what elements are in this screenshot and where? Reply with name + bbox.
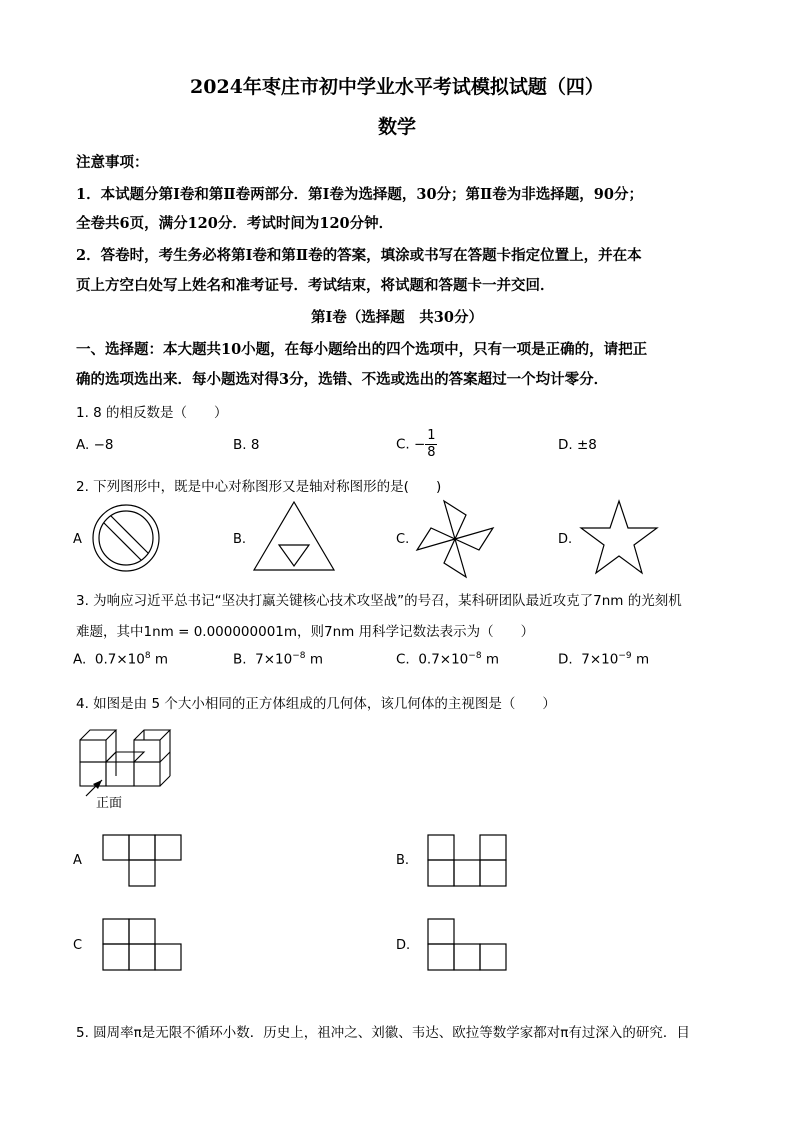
math-base: 7×10 (255, 651, 293, 668)
q4-label-c: C (73, 938, 83, 953)
section-instructions: 确的选项选出来．每小题选对得3分，选错、不选或选出的答案超过一个均计零分． (76, 371, 609, 388)
option-label: A. (73, 651, 87, 668)
unit: m (631, 651, 650, 668)
question-3-stem: 难题，其中1nm = 0.000000001m，则7nm 用科学记数法表示为（ ） (76, 624, 535, 640)
section-instructions: 一、选择题：本大题共10小题，在每小题给出的四个选项中，只有一项是正确的，请把正 (76, 341, 648, 358)
q1-option-a: A. −8 (76, 437, 114, 453)
numerator: 1 (427, 428, 436, 443)
unit: m (150, 651, 169, 668)
q3-option-a (73, 651, 168, 668)
front-view-option-c (102, 918, 182, 972)
q3-option-d (558, 651, 649, 668)
exponent: −8 (468, 651, 482, 661)
question-2-stem: 2. 下列图形中，既是中心对称图形又是轴对称图形的是( ) (76, 479, 442, 495)
option-label: B. (233, 651, 247, 668)
q2-label-a: A (73, 532, 82, 547)
q1-option-c-label: C. − (396, 436, 426, 453)
question-4-stem: 4. 如图是由 5 个大小相同的正方体组成的几何体，该几何体的主视图是（ ） (76, 696, 556, 712)
page-title: 2024年枣庄市初中学业水平考试模拟试题（四） (190, 76, 604, 98)
q3-option-b (233, 651, 323, 668)
q1-option-c (396, 428, 437, 461)
fraction (425, 428, 437, 461)
math-base: 0.7×10 (94, 651, 145, 668)
option-label: C. (396, 651, 410, 668)
math-base: 0.7×10 (418, 651, 469, 668)
option-label: D. (558, 651, 573, 668)
q2-label-d: D. (558, 532, 573, 547)
math-base: 7×10 (581, 651, 619, 668)
notes-line: 全卷共6页，满分120分．考试时间为120分钟． (76, 215, 394, 232)
triangle-figure (252, 500, 336, 572)
q4-label-d: D. (396, 938, 411, 953)
q4-label-b: B. (396, 853, 410, 868)
q4-label-a: A (73, 853, 82, 868)
part-heading: 第Ⅰ卷（选择题 共30分） (311, 309, 483, 326)
cube-solid-figure (78, 722, 178, 812)
front-view-label: 正面 (96, 796, 123, 811)
pinwheel-figure (414, 498, 496, 580)
unit: m (305, 651, 323, 668)
front-view-option-d (427, 918, 507, 972)
q3-option-c (396, 651, 499, 668)
no-entry-circle-figure (90, 502, 162, 574)
question-5-stem: 5. 圆周率π是无限不循环小数．历史上，祖冲之、刘徽、韦达、欧拉等数学家都对π有过深入的研究．目 (76, 1025, 690, 1041)
notes-line: 页上方空白处写上姓名和准考证号．考试结束，将试题和答题卡一并交回． (76, 277, 555, 294)
q2-label-b: B. (233, 532, 247, 547)
front-view-option-b (427, 834, 507, 888)
q2-label-c: C. (396, 532, 410, 547)
q1-option-b: B. 8 (233, 437, 260, 453)
q1-option-d: D. ±8 (558, 437, 597, 453)
exponent: −9 (618, 651, 632, 661)
notes-heading: 注意事项： (76, 154, 149, 171)
exponent: 8 (144, 651, 151, 661)
notes-line: 2．答卷时，考生务必将第Ⅰ卷和第Ⅱ卷的答案，填涂或书写在答题卡指定位置上，并在本 (76, 247, 642, 264)
exponent: −8 (292, 651, 306, 661)
notes-line: 1．本试题分第Ⅰ卷和第Ⅱ卷两部分．第Ⅰ卷为选择题，30分；第Ⅱ卷为非选择题，90分； (76, 186, 643, 203)
subject-title: 数学 (377, 116, 416, 138)
unit: m (481, 651, 500, 668)
star-figure (578, 498, 660, 578)
question-1-stem: 1. 8 的相反数是（ ） (76, 405, 228, 421)
front-view-option-a (102, 834, 182, 888)
denominator: 8 (427, 445, 436, 460)
question-3-stem: 3. 为响应习近平总书记“坚决打赢关键核心技术攻坚战”的号召，某科研团队最近攻克了7nm 的光刻机 (76, 593, 682, 609)
